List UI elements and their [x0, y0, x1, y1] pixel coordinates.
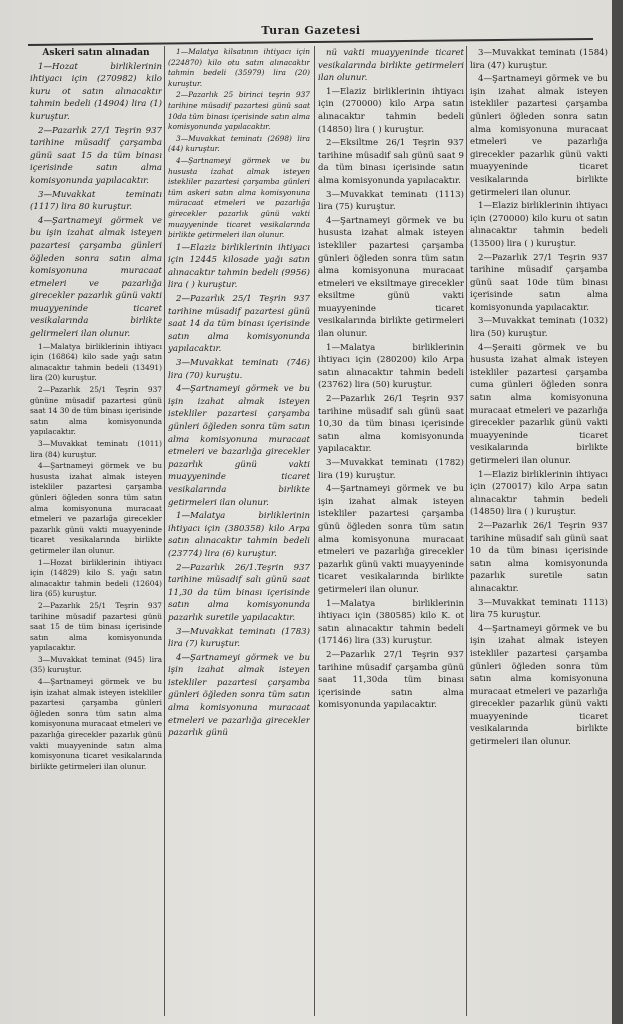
section-heading: Askeri satın alınadan	[42, 48, 150, 58]
notice-paragraph: 2—Pazarlık 25/1 Teşrin 937 gününe müsadif pazartesi günü saat 14 30 de tüm binası içerisinde satın alma komisyonunda yapılacaktır.	[30, 385, 162, 437]
column-2	[168, 47, 310, 1015]
notice-paragraph: 4—Şartnameyi görmek ve bu hususta izahat almak isteyen istekliler pazartesi çarşamba günleri tüm askeri satın alma komisyonuna müracaat etmeleri ve pazarlığa girecekler pazarlık günü vakti muayyeninde ticaret vesikalarında birlikte getirmeleri ilan olunur.	[168, 155, 310, 240]
column-divider	[314, 46, 315, 1016]
notice-paragraph: 3—Muvakkat teminatı (1783) lira (7) kuruştur.	[168, 626, 310, 650]
column-3	[318, 47, 464, 1015]
masthead-title: Turan Gazetesi	[261, 24, 361, 37]
notice-paragraph: 2—Pazarlık 27/1 Teşrin 937 tarihine müsadif çarşamba günü saat 11,30da tüm binası içerisinde satın alma komisyonunda yapılacaktır.	[318, 649, 464, 711]
notice-paragraph: 2—Pazarlık 27/1 Teşrin 937 tarihine müsadif çarşamba günü saat 15 da tüm binası içerisinde satın alma komisyonunda yapılacaktır.	[30, 125, 162, 186]
notice-paragraph: 4—Şartnameyi görmek ve bu işin izahat almak isteyen istekliler pazartesi çarşamba günleri öğleden sonra tüm satın alma komisyonuna muracaat etmeleri ve pazarlığa girecekler pazarlık günü vakti muayyeninde satın alma komisyonuna ticaret vesikalarında birlikte getirmeleri ilan olunur.	[30, 677, 162, 771]
notice-paragraph: 1—Elaziz birliklerinin ihtiyacı için (270017) kilo Arpa satın alınacaktır tahmin bedeli (14850) lira ( ) kuruştur.	[470, 469, 608, 518]
notice-paragraph: 4—Şartnameyi görmek ve bu işin izahat almak isteyen istekliler pazartesi çarşamba günleri öğleden sonra tüm satın alma komisyonuna muracaat etmeleri ve pazarlığa girecekler pazarlık günü vakti muayyeninde ticaret vesikalarında birlikte getirmeleri ilan olunur.	[470, 623, 608, 748]
notice-paragraph: 2—Pazarlık 26/1 Teşrin 937 tarihine müsadif salı günü saat 10 da tüm binası içerisinde satın alma komisyonunda pazarlık suretile satın alınacaktır.	[470, 520, 608, 594]
column-4	[470, 47, 608, 1015]
notice-paragraph: 2—Pazarlık 25/1 Teşrin 937 tarihine müsadif pazartesi günü saat 14 da tüm binası içerisinde satın alma komisyonunda yapılacaktır.	[168, 294, 310, 355]
notice-paragraph: 3—Muvakkat teminatı (1011) lira (84) kuruştur.	[30, 439, 162, 459]
notice-paragraph: 3—Muvakkat teminatı (1113) lira (75) kuruştur.	[318, 189, 464, 213]
notice-paragraph: 1—Malatya kilsatının ihtiyacı için (224870) kilo otu satın alınacaktır tahmin bedeli (35979) lira (20) kuruştur.	[168, 47, 310, 88]
notice-paragraph: 1—Elaziz birliklerinin ihtiyacı için (270000) kilo kuru ot satın alınacaktır tahmin bedeli (13500) lira ( ) kuruştur.	[470, 201, 608, 249]
notice-paragraph: 2—Pazarlık 26/1 Teşrin 937 tarihine müsadif salı günü saat 10,30 da tüm binası içerisinde satın alma komisyonunda yapılacaktır.	[318, 394, 464, 455]
notice-paragraph: 1—Malatya birliklerinin ihtiyacı için (16864) kilo sade yağı satın alınacaktır tahmin bedeli (13491) lira (20) kuruştur.	[30, 341, 162, 383]
notice-paragraph: 3—Muvakkat teminatı 1113) lira 75 kuruştur.	[470, 597, 608, 621]
column-divider	[466, 46, 467, 1016]
notice-paragraph: 4—Şartnameyi görmek ve bu işin izahat almak isteyen istekliler pazartesi çarşamba günleri öğleden sonra tüm satın alma komisyonuna muracaat etmeleri ve bazarlığa girecekler pazarlık günü vakti muayyeninde ticaret vesikalarında birlikte getirmeleri ilan olunur.	[168, 384, 310, 508]
notice-paragraph: 1—Hozat birliklerinin ihtiyacı için (270982) kilo kuru ot satın alınacaktır tahmin bedeli (14904) lira (1) kuruştur.	[30, 61, 162, 122]
notice-paragraph: 1—Malatya birliklerinin ihtiyacı için (380358) kilo Arpa satın alınacaktır tahmin bedeli (23774) lira (6) kuruştur.	[168, 511, 310, 559]
notice-paragraph: 3—Muvakkat teminatı (1032) lira (50) kuruştur.	[470, 316, 608, 340]
notice-paragraph: 4—Şeraiti görmek ve bu hususta izahat almak isteyen istekliler pazartesi çarşamba cuma günleri öğleden sonra satın alma komisyonuna muracaat etmeleri ve pazarlığa girecekler pazarlık günü vakti muayyeninde ticaret vesikalarında birlikte getirmeleri ilan olunur.	[470, 342, 608, 466]
notice-paragraph: 4—Şartnameyi görmek ve bu işin izahat almak isteyen istekliler pazartesi çarşamba günü öğleden sonra tüm satın alma komisyonuna muracaat etmeleri ve pazarlığa girecekler pazarlık günü vakti muayyeninde ticaret vesikalarında birlikte getirmeleri ilan olunur.	[318, 484, 464, 595]
notice-paragraph: 3—Muvakkat teminatı (2698) lira (44) kuruştur.	[168, 133, 310, 154]
notice-paragraph: 1—Elaziz birliklerinin ihtiyacı için (270000) kilo Arpa satın alınacaktır tahmin bedeli (14850) lira ( ) kuruştur.	[318, 86, 464, 135]
notice-paragraph: 1—Elaziz birliklerinin ihtiyacı için 12445 kilosade yağı satın alınacaktır tahmin bedeli (9956) lira ( ) kuruştur.	[168, 242, 310, 291]
notice-paragraph: 2—Pazarlık 25 birinci teşrin 937 tarihine müsadif pazartesi günü saat 10da tüm binası içerisinde satın alma komisyonunda yapılacaktır.	[168, 90, 310, 132]
notice-paragraph: 2—Eksiltme 26/1 Teşrin 937 tarihine müsadif salı günü saat 9 da tüm binası içerisinde satın alma komisyonunda yapılacaktır.	[318, 138, 464, 186]
notice-paragraph: 1—Malatya birliklerinin ihtiyacı için (280200) kilo Arpa satın alınacaktır tahmin bedeli (23762) lira (50) kuruştur.	[318, 342, 464, 391]
notice-paragraph: 3—Muvakkat teminatı (1782) lira (19) kuruştur.	[318, 458, 464, 481]
column-1	[30, 47, 162, 1015]
notice-paragraph: 4—Şartnameyi görmek ve bu işin izahat almak isteyen pazartesi çarşamba günleri öğleden sonra satın alma komisyonuna muracaat etmeleri ve pazarlığa girecekler pazarlık günü vakti muayyeninde ticaret vesikalarında birlikte gelirmeleri ilan olunur.	[30, 215, 162, 340]
notice-paragraph: 1—Hozat birliklerinin ihtiyacı için (14829) kilo S. yağı satın alınacaktır tahmin bedeli (12604) lira (65) kuruştur.	[30, 557, 162, 599]
notice-paragraph: 4—Şartnameyi görmek ve bu işin izahat almak isteyen istekliler pazartesi çarşamba günleri öğleden sonra satın alma komisyonuna muracaat etmeleri ve pazarlığa girecekler pazarlık günü vakti muayyeninde ticaret vesikalarında birlikte getirmeleri ilan olunur.	[470, 74, 608, 198]
notice-paragraph: 2—Pazarlık 26/1.Teşrin 937 tarihine müsadif salı günü saat 11,30 da tüm binası içerisinde satın alma komisyonunda pazarlık suretile yapılacaktır.	[168, 562, 310, 623]
notice-paragraph: 4—Şartnameyi görmek ve bu hususta izahat almak isteyen istekliler pazartesi çarşamba günleri öğleden sonra tüm satın alma komisyonuna muracaat etmeleri ve eksiltmaye girecekler eksiltme günü vakti muayyeninde ticaret vesikalarında birlikte getirmeleri ilan olunur.	[318, 215, 464, 340]
notice-paragraph: 4—Şartnameyi görmek ve bu hususta izahat almak isteyen istekliler pazartesi çarşamba günleri öğleden sonra tüm satın alma komisyonuna muracaat etmeleri ve pazarlığa girecekler pazarlık günü vakti muayyeninde ticaret vesikalarında birlikte getirmeler ilan olunur.	[30, 461, 162, 555]
notice-paragraph: nü vakti muayyeninde ticaret vesikalarında birlikte getirmeleri ilan olunur.	[318, 48, 464, 84]
notice-paragraph: 3—Muvakkat teminat (945) lira (35) kuruştur.	[30, 654, 162, 675]
notice-paragraph: 3—Muvakkat teminatı (746) lira (70) kuruştu.	[168, 358, 310, 381]
notice-paragraph: 1—Malatya birliklerinin ihtiyacı için (380585) kilo K. ot satın alınacaktır tahmin bedeli (17146) lira (33) kuruştur.	[318, 598, 464, 647]
column-divider	[164, 46, 165, 1016]
notice-paragraph: 4—Şartnameyi görmek ve bu işin izahat almak isteyen istekliler pazartesi çarşamba günleri öğleden sonra tüm satın alma komisyonuna muracaat etmeleri ve pazarlığa girecekler pazarlık günü	[168, 652, 310, 739]
notice-paragraph: 3—Muvakkat teminatı (1117) lira 80 kuruştur.	[30, 189, 162, 213]
notice-paragraph: 2—Pazarlık 27/1 Teşrin 937 tarihine müsadif çarşamba günü saat 10de tüm binası içerisinde satın alma komisyonunda yapılacaktır.	[470, 252, 608, 313]
notice-paragraph: 3—Muvakkat teminatı (1584) lira (47) kuruştur.	[470, 48, 608, 71]
notice-paragraph: 2—Pazarlık 25/1 Teşrin 937 tarihine müsadif pazartesi günü saat 15 de tüm binası içerisinde satın alma komisyonunda yapılacaktır.	[30, 600, 162, 653]
